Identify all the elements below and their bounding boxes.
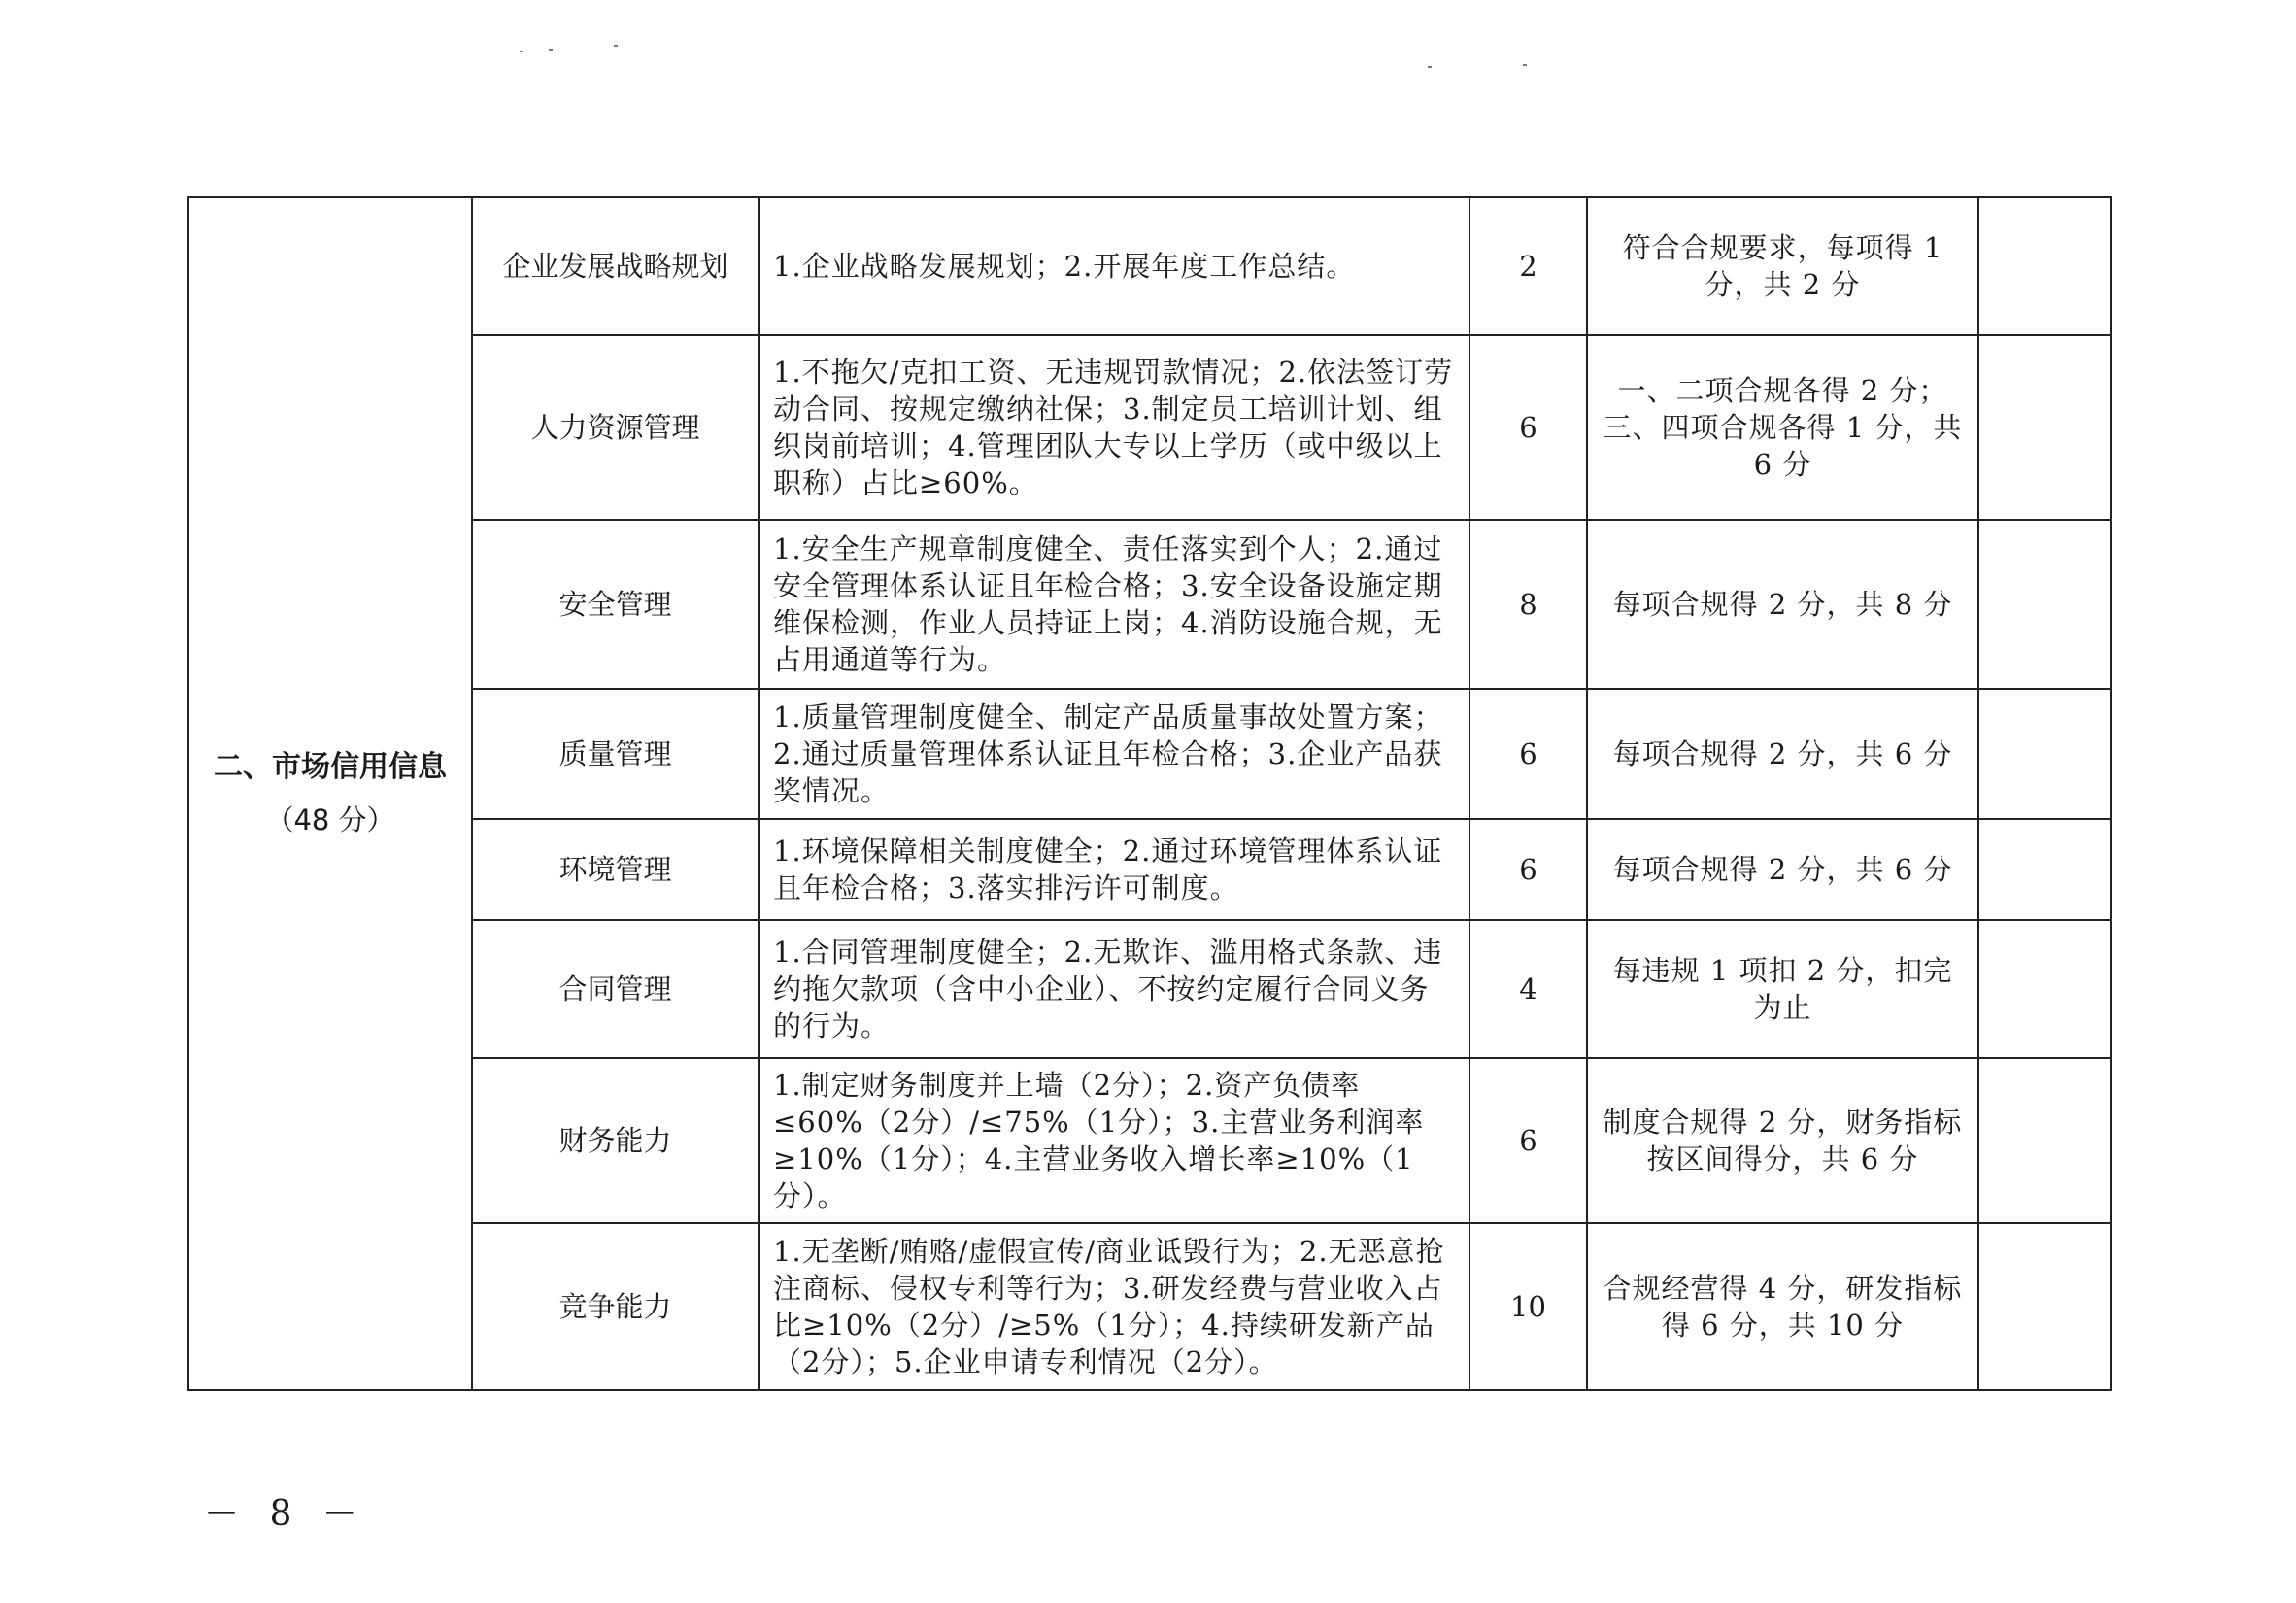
item-points: 8 [1469,520,1587,689]
scoring-rule: 每项合规得 2 分，共 6 分 [1587,689,1978,819]
remark-cell [1978,520,2111,689]
category-cell [188,197,472,1390]
item-content: 1.安全生产规章制度健全、责任落实到个人；2.通过安全管理体系认证且年检合格；3.安全设备设施定期维保检测，作业人员持证上岗；4.消防设施合规，无占用通道等行为。 [759,520,1469,689]
page-number: － 8 － [204,1494,367,1534]
scoring-rule: 一、二项合规各得 2 分；三、四项合规各得 1 分，共 6 分 [1587,335,1978,520]
item-name: 企业发展战略规划 [472,197,759,335]
remark-cell [1978,819,2111,920]
remark-cell [1978,335,2111,520]
item-content: 1.制定财务制度并上墙（2分）；2.资产负债率≤60%（2分）/≤75%（1分）；3.主营业务利润率≥10%（1分）；4.主营业务收入增长率≥10%（1分）。 [759,1058,1469,1223]
remark-cell [1978,1223,2111,1390]
table-row [188,197,2111,335]
item-content: 1.企业战略发展规划；2.开展年度工作总结。 [759,197,1469,335]
item-points: 2 [1469,197,1587,335]
item-name: 人力资源管理 [472,335,759,520]
scoring-rule: 合规经营得 4 分，研发指标得 6 分，共 10 分 [1587,1223,1978,1390]
item-content: 1.合同管理制度健全；2.无欺诈、滥用格式条款、违约拖欠款项（含中小企业）、不按约定履行合同义务的行为。 [759,920,1469,1058]
table-row [188,920,2111,1058]
table-row [188,1223,2111,1390]
table-row [188,520,2111,689]
item-content: 1.不拖欠/克扣工资、无违规罚款情况；2.依法签订劳动合同、按规定缴纳社保；3.制定员工培训计划、组织岗前培训；4.管理团队大专以上学历（或中级以上职称）占比≥60%。 [759,335,1469,520]
remark-cell [1978,689,2111,819]
scoring-rule: 制度合规得 2 分，财务指标按区间得分，共 6 分 [1587,1058,1978,1223]
remark-cell [1978,1058,2111,1223]
scoring-rule: 每项合规得 2 分，共 8 分 [1587,520,1978,689]
item-name: 环境管理 [472,819,759,920]
item-name: 竞争能力 [472,1223,759,1390]
scoring-rule: 符合合规要求，每项得 1 分，共 2 分 [1587,197,1978,335]
category-title: 二、市场信用信息 [214,750,447,784]
item-points: 6 [1469,1058,1587,1223]
item-content: 1.无垄断/贿赂/虚假宣传/商业诋毁行为；2.无恶意抢注商标、侵权专利等行为；3.研发经费与营业收入占比≥10%（2分）/≥5%（1分）；4.持续研发新产品（2分）；5.企业申请专利情况（2分）。 [759,1223,1469,1390]
scan-speck [1523,64,1527,66]
table-row [188,819,2111,920]
item-name: 安全管理 [472,520,759,689]
table-row [188,689,2111,819]
scan-speck [1428,66,1432,68]
item-points: 4 [1469,920,1587,1058]
remark-cell [1978,197,2111,335]
item-points: 6 [1469,689,1587,819]
item-content: 1.环境保障相关制度健全；2.通过环境管理体系认证且年检合格；3.落实排污许可制度。 [759,819,1469,920]
scoring-rule: 每违规 1 项扣 2 分，扣完为止 [1587,920,1978,1058]
table-row [188,335,2111,520]
scan-speck [520,51,523,52]
item-name: 质量管理 [472,689,759,819]
scoring-rule: 每项合规得 2 分，共 6 分 [1587,819,1978,920]
item-points: 6 [1469,819,1587,920]
item-content: 1.质量管理制度健全、制定产品质量事故处置方案；2.通过质量管理体系认证且年检合格；3.企业产品获奖情况。 [759,689,1469,819]
remark-cell [1978,920,2111,1058]
scoring-table [187,196,2112,1391]
category-score: （48 分） [265,803,395,836]
item-name: 合同管理 [472,920,759,1058]
item-name: 财务能力 [472,1058,759,1223]
scan-speck [614,45,618,47]
item-points: 10 [1469,1223,1587,1390]
table-row [188,1058,2111,1223]
scan-speck [549,49,553,51]
item-points: 6 [1469,335,1587,520]
